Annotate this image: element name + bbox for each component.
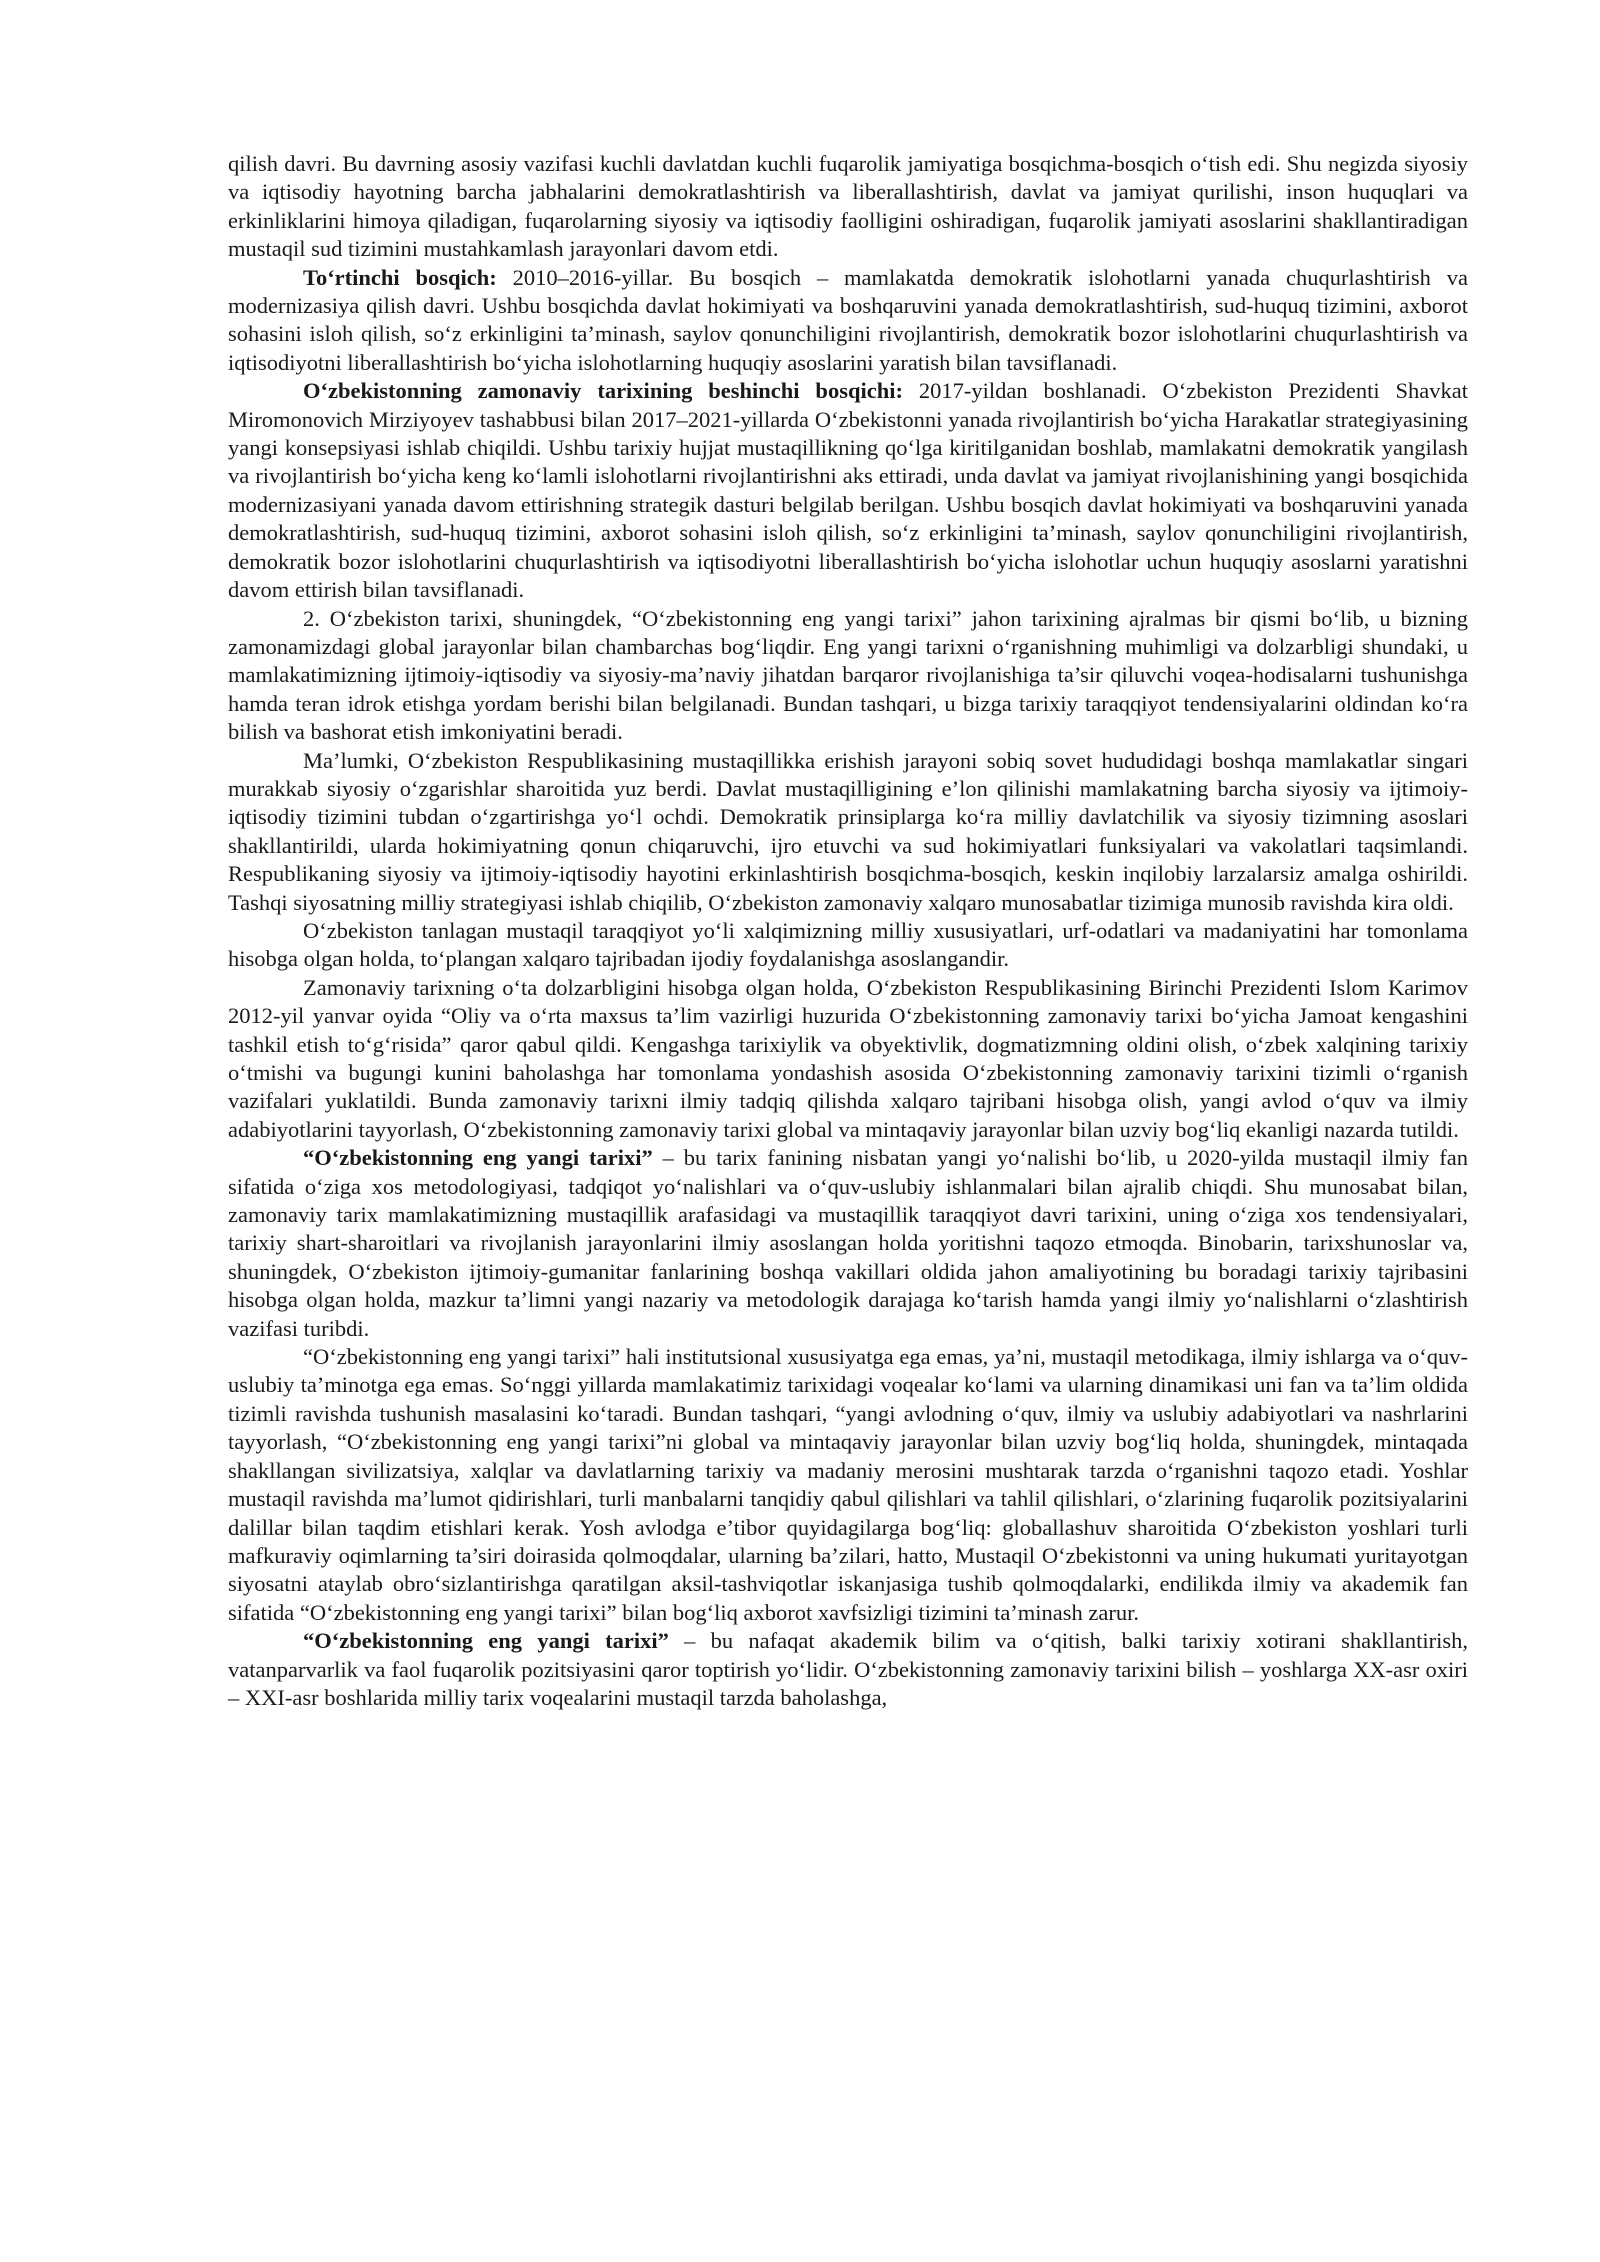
paragraph-3-heading: O‘zbekistonning zamonaviy tarixining beshinchi bosqichi: bbox=[303, 378, 903, 404]
paragraph-3 bbox=[228, 377, 1468, 604]
paragraph-1-text: qilish davri. Bu davrning asosiy vazifasi kuchli davlatdan kuchli fuqarolik jamiyatiga bosqichma-bosqich o‘tish edi. Shu negizda siyosiy va iqtisodiy hayotning barcha jabhalarini demokratlashtirish va liberallashtirish, davlat va jamiyat qurilishi, inson huquqlari va erkinliklarini himoya qiladigan, fuqarolarning siyosiy va iqtisodiy faolligini oshiradigan, fuqarolik jamiyati asoslarini shakllantiradigan mustaqil sud tizimini mustahkamlash jarayonlari davom etdi. bbox=[228, 151, 1468, 262]
paragraph-8 bbox=[228, 1144, 1468, 1343]
paragraph-4-text: 2. O‘zbekiston tarixi, shuningdek, “O‘zbekistonning eng yangi tarixi” jahon tarixining ajralmas bir qismi bo‘lib, u bizning zamonamizdagi global jarayonlar bilan chambarchas bog‘liqdir. Eng yangi tarixni o‘rganishning muhimligi va dolzarbligi shundaki, u mamlakatimizning ijtimoiy-iqtisodiy va siyosiy-ma’naviy jihatdan barqaror rivojlanishiga ta’sir qiluvchi voqea-hodisalarni tushunishga hamda teran idrok etishga yordam berishi bilan belgilanadi. Bundan tashqari, u bizga tarixiy taraqqiyot tendensiyalarini oldindan ko‘ra bilish va bashorat etish imkoniyatini beradi. bbox=[228, 605, 1468, 745]
paragraph-10-heading: “O‘zbekistonning eng yangi tarixi” bbox=[303, 1628, 669, 1654]
paragraph-10 bbox=[228, 1627, 1468, 1712]
paragraph-6-text: O‘zbekiston tanlagan mustaqil taraqqiyot yo‘li xalqimizning milliy xususiyatlari, urf-odatlari va madaniyatini har tomonlama hisobga olgan holda, to‘plangan xalqaro tajribadan ijodiy foydalanishga asoslangandir. bbox=[228, 917, 1468, 972]
paragraph-5 bbox=[228, 747, 1468, 917]
paragraph-5-text: Ma’lumki, O‘zbekiston Respublikasining mustaqillikka erishish jarayoni sobiq sovet hududidagi boshqa mamlakatlar singari murakkab siyosiy o‘zgarishlar sharoitida yuz berdi. Davlat mustaqilligining e’lon qilinishi mamlakatning barcha siyosiy va ijtimoiy-iqtisodiy tizimini tubdan o‘zgartirishga yo‘l ochdi. Demokratik prinsiplarga ko‘ra milliy davlatchilik va siyosiy tizimning asoslari shakllantirildi, ularda hokimiyatning qonun chiqaruvchi, ijro etuvchi va sud hokimiyatlari funksiyalari va vakolatlari taqsimlandi. Respublikaning siyosiy va ijtimoiy-iqtisodiy hayotini erkinlashtirish bosqichma-bosqich, keskin inqilobiy larzalarsiz amalga oshirildi. Tashqi siyosatning milliy strategiyasi ishlab chiqilib, O‘zbekiston zamonaviy xalqaro munosabatlar tizimiga munosib ravishda kira oldi. bbox=[228, 747, 1468, 915]
paragraph-2-heading: To‘rtinchi bosqich: bbox=[303, 264, 497, 290]
paragraph-8-text: – bu tarix fanining nisbatan yangi yo‘nalishi bo‘lib, u 2020-yilda mustaqil ilmiy fan sifatida o‘ziga xos metodologiyasi, tadqiqot yo‘nalishlari va o‘quv-uslubiy ishlanmalari bilan ajralib chiqdi. Shu munosabat bilan, zamonaviy tarix mamlakatimizning mustaqillik arafasidagi va mustaqillik taraqqiyot davri tarixini, uning o‘ziga xos tendensiyalari, tarixiy shart-sharoitlari va rivojlanish jarayonlarini ilmiy asoslangan holda yoritishni taqozo etmoqda. Binobarin, tarixshunoslar va, shuningdek, O‘zbekiston ijtimoiy-gumanitar fanlarining boshqa vakillari oldida jahon amaliyotining bu boradagi tarixiy tajribasini hisobga olgan holda, mazkur ta’limni yangi nazariy va metodologik darajaga ko‘tarish hamda yangi ilmiy yo‘nalishlarni o‘zlashtirish vazifasi turibdi. bbox=[228, 1145, 1468, 1341]
paragraph-4 bbox=[228, 605, 1468, 747]
paragraph-6 bbox=[228, 917, 1468, 974]
paragraph-3-text: 2017-yildan boshlanadi. O‘zbekiston Prezidenti Shavkat Miromonovich Mirziyoyev tashabbusi bilan 2017–2021-yillarda O‘zbekistonni yanada rivojlantirish bo‘yicha Harakatlar strategiyasining yangi konsepsiyasi ishlab chiqildi. Ushbu tarixiy hujjat mustaqillikning qo‘lga kiritilganidan boshlab, mamlakatni demokratik yangilash va rivojlantirish bo‘yicha keng ko‘lamli islohotlarni rivojlantirishni aks ettiradi, unda davlat va jamiyat rivojlanishining yangi bosqichida modernizasiyani yanada davom ettirishning strategik dasturi belgilab berilgan. Ushbu bosqich davlat hokimiyati va boshqaruvini yanada demokratlashtirish, sud-huquq tizimini, axborot sohasini isloh qilish, so‘z erkinligini ta’minash, saylov qonunchiligini rivojlantirish, demokratik bozor islohotlarini chuqurlashtirish va iqtisodiyotni liberallashtirish bo‘yicha islohotlar uchun huquqiy asoslarni yaratishni davom ettirish bilan tavsiflanadi. bbox=[228, 378, 1468, 603]
paragraph-9 bbox=[228, 1343, 1468, 1627]
paragraph-8-heading: “O‘zbekistonning eng yangi tarixi” bbox=[303, 1145, 653, 1171]
paragraph-2 bbox=[228, 264, 1468, 378]
paragraph-10-text: – bu nafaqat akademik bilim va o‘qitish, balki tarixiy xotirani shakllantirish, vatanparvarlik va faol fuqarolik pozitsiyasini qaror toptirish yo‘lidir. O‘zbekistonning zamonaviy tarixini bilish – yoshlarga XX-asr oxiri – XXI-asr boshlarida milliy tarix voqealarini mustaqil tarzda baholashga, bbox=[228, 1628, 1468, 1710]
paragraph-7-text: Zamonaviy tarixning o‘ta dolzarbligini hisobga olgan holda, O‘zbekiston Respublikasining Birinchi Prezidenti Islom Karimov 2012-yil yanvar oyida “Oliy va o‘rta maxsus ta’lim vazirligi huzurida O‘zbekistonning zamonaviy tarixi bo‘yicha Jamoat kengashini tashkil etish to‘g‘risida” qaror qabul qildi. Kengashga tarixiylik va obyektivlik, dogmatizmning oldini olish, o‘zbek xalqining tarixiy o‘tmishi va bugungi kunini baholashga har tomonlama yondashish asosida O‘zbekistonning zamonaviy tarixini tizimli o‘rganish vazifalari yuklatildi. Bunda zamonaviy tarixni ilmiy tadqiq qilishda xalqaro tajribani hisobga olish, yangi avlod o‘quv va ilmiy adabiyotlarini tayyorlash, O‘zbekistonning zamonaviy tarixi global va mintaqaviy jarayonlar bilan uzviy bog‘liq ekanligi nazarda tutildi. bbox=[228, 974, 1468, 1142]
paragraph-2-text: 2010–2016-yillar. Bu bosqich – mamlakatda demokratik islohotlarni yanada chuqurlashtirish va modernizasiya qilish davri. Ushbu bosqichda davlat hokimiyati va boshqaruvini yanada demokratlashtirish, sud-huquq tizimini, axborot sohasini isloh qilish, so‘z erkinligini ta’minash, saylov qonunchiligini rivojlantirish, demokratik bozor islohotlarini chuqurlashtirish va iqtisodiyotni liberallashtirish bo‘yicha islohotlarning huquqiy asoslarini yaratish bilan tavsiflanadi. bbox=[228, 264, 1468, 375]
document-page bbox=[228, 150, 1468, 1712]
paragraph-9-text: “O‘zbekistonning eng yangi tarixi” hali institutsional xususiyatga ega emas, ya’ni, mustaqil metodikaga, ilmiy ishlarga va o‘quv-uslubiy ta’minotga ega emas. So‘nggi yillarda mamlakatimiz tarixidagi voqealar ko‘lami va ularning dinamikasi uni fan va ta’lim oldida tizimli ravishda tushunish masalasini ko‘taradi. Bundan tashqari, “yangi avlodning o‘quv, ilmiy va uslubiy adabiyotlari va nashrlarini tayyorlash, “O‘zbekistonning eng yangi tarixi”ni global va mintaqaviy jarayonlar bilan uzviy bog‘liq holda, shuningdek, mintaqada shakllangan sivilizatsiya, xalqlar va davlatlarning tarixiy va madaniy merosini mushtarak tarzda o‘rganishni taqozo etadi. Yoshlar mustaqil ravishda ma’lumot qidirishlari, turli manbalarni tanqidiy qabul qilishlari va tahlil qilishlari, o‘zlarining fuqarolik pozitsiyalarini dalillar bilan taqdim etishlari kerak. Yosh avlodga e’tibor quyidagilarga bog‘liq: globallashuv sharoitida O‘zbekiston yoshlari turli mafkuraviy oqimlarning ta’siri doirasida qolmoqdalar, ularning ba’zilari, hatto, Mustaqil O‘zbekistonni va uning hukumati yuritayotgan siyosatni ataylab obro‘sizlantirishga qaratilgan aksil-tashviqotlar iskanjasiga tushib qolmoqdalarki, endilikda ilmiy va akademik fan sifatida “O‘zbekistonning eng yangi tarixi” bilan bog‘liq axborot xavfsizligi tizimini ta’minash zarur. bbox=[228, 1344, 1468, 1625]
paragraph-1 bbox=[228, 150, 1468, 264]
paragraph-7 bbox=[228, 974, 1468, 1144]
